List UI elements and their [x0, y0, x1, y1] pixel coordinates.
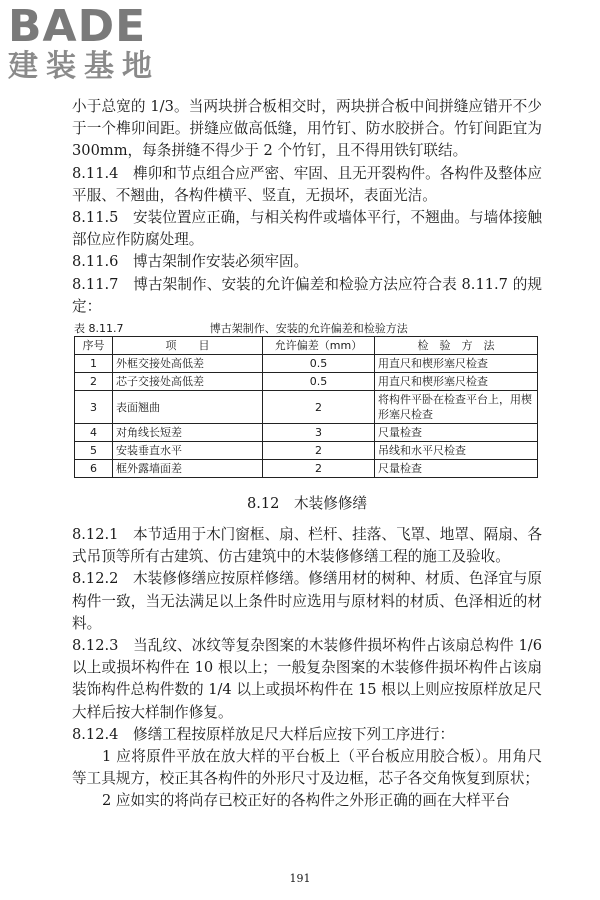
header-cell: 允许偏差（mm）: [263, 337, 375, 355]
list-item: 2 应如实的将尚存已校正好的各构件之外形正确的画在大样平台: [102, 792, 510, 810]
table-cell: 1: [75, 355, 113, 373]
table-header-row: [75, 337, 538, 355]
table-row: [75, 442, 538, 460]
page-content: [72, 96, 542, 813]
table-cell: 3: [263, 424, 375, 442]
table-cell: 尺量检查: [375, 424, 538, 442]
table-cell: 芯子交接处高低差: [113, 373, 263, 391]
table-row: [75, 373, 538, 391]
paragraph-8-12-4: 8.12.4 修缮工程按原样放足尺大样后应按下列工序进行：: [72, 725, 455, 743]
logo-sub-text: 建装基地: [8, 49, 160, 84]
table-cell: 2: [263, 460, 375, 478]
table-cell: 表面翘曲: [113, 391, 263, 424]
section-heading: 8.12 木装修修缮: [246, 495, 368, 513]
table-cell: 3: [75, 391, 113, 424]
paragraph-8-12-1: 8.12.1 本节适用于木门窗框、扇、栏杆、挂落、飞罩、地罩、隔扇、各式吊顶等所有古建筑、仿古建筑中的木装修修缮工程的施工及验收。: [72, 526, 542, 566]
logo: [8, 1, 178, 84]
table-cell: 6: [75, 460, 113, 478]
table-cell: 框外露墙面差: [113, 460, 263, 478]
table-cell: 外框交接处高低差: [113, 355, 263, 373]
list-item: 1 应将原件平放在放大样的平台板上（平台板应用胶合板）。用角尺等工具规方，校正其各构件的外形尺寸及边框，芯子各交角恢复到原状；: [72, 748, 542, 788]
table-cell: 用直尺和楔形塞尺检查: [375, 373, 538, 391]
paragraph-8-11-7: 8.11.7 博古架制作、安装的允许偏差和检验方法应符合表 8.11.7 的规定：: [72, 275, 542, 315]
table-cell: 2: [263, 442, 375, 460]
table-cell: 尺量检查: [375, 460, 538, 478]
paragraph: 小于总宽的 1/3。当两块拼合板相交时，两块拼合板中间拼缝应错开不少于一个榫卯间距。拼缝应做高低缝，用竹钉、防水胶拼合。竹钉间距宜为 300mm，每条拼缝不得少于 2 个竹钉，且不得用铁钉联结。: [72, 98, 542, 160]
table-cell: 0.5: [263, 373, 375, 391]
table-cell: 5: [75, 442, 113, 460]
table-row: [75, 355, 538, 373]
table-cell: 安装垂直水平: [113, 442, 263, 460]
table-cell: 0.5: [263, 355, 375, 373]
table-cell: 2: [263, 391, 375, 424]
paragraph-8-11-6: 8.11.6 博古架制作安装必须牢固。: [72, 253, 309, 271]
table-caption: [72, 320, 542, 336]
page-number: 191: [289, 872, 311, 885]
header-cell: 序号: [75, 337, 113, 355]
tolerance-table: [74, 336, 538, 478]
table-number: 表 8.11.7: [74, 322, 124, 336]
header-cell: 检 验 方 法: [375, 337, 538, 355]
paragraph-8-11-4: 8.11.4 榫卯和节点组合应严密、牢固、且无开裂构件。各构件及整体应平服、不翘曲，各构件横平、竖直，无损坏，表面光洁。: [72, 164, 542, 204]
table-cell: 2: [75, 373, 113, 391]
table-row: [75, 424, 538, 442]
logo-main-text: BADE: [8, 1, 147, 52]
header-cell: 项 目: [113, 337, 263, 355]
paragraph-8-11-5: 8.11.5 安装位置应正确，与相关构件或墙体平行，不翘曲。与墙体接触部位应作防腐处理。: [72, 209, 542, 249]
table-row: [75, 391, 538, 424]
table-cell: 4: [75, 424, 113, 442]
table-cell: 对角线长短差: [113, 424, 263, 442]
paragraph-8-12-2: 8.12.2 木装修修缮应按原样修缮。修缮用材的树种、材质、色泽宜与原构件一致，当无法满足以上条件时应选用与原材料的材质、色泽相近的材料。: [72, 570, 542, 632]
paragraph-8-12-3: 8.12.3 当乱纹、冰纹等复杂图案的木装修件损坏构件占该扇总构件 1/6 以上或损坏构件在 10 根以上；一般复杂图案的木装修件损坏构件占该扇装饰构件总构件数的 1/4 以上或损坏构件在 15 根以上则应按原样放足尺大样后按大样制作修复。: [72, 637, 542, 721]
table-title: 博古架制作、安装的允许偏差和检验方法: [209, 322, 408, 336]
table-cell: 将构件平卧在检查平台上，用楔形塞尺检查: [375, 391, 538, 424]
table-row: [75, 460, 538, 478]
table-cell: 用直尺和楔形塞尺检查: [375, 355, 538, 373]
table-cell: 吊线和水平尺检查: [375, 442, 538, 460]
